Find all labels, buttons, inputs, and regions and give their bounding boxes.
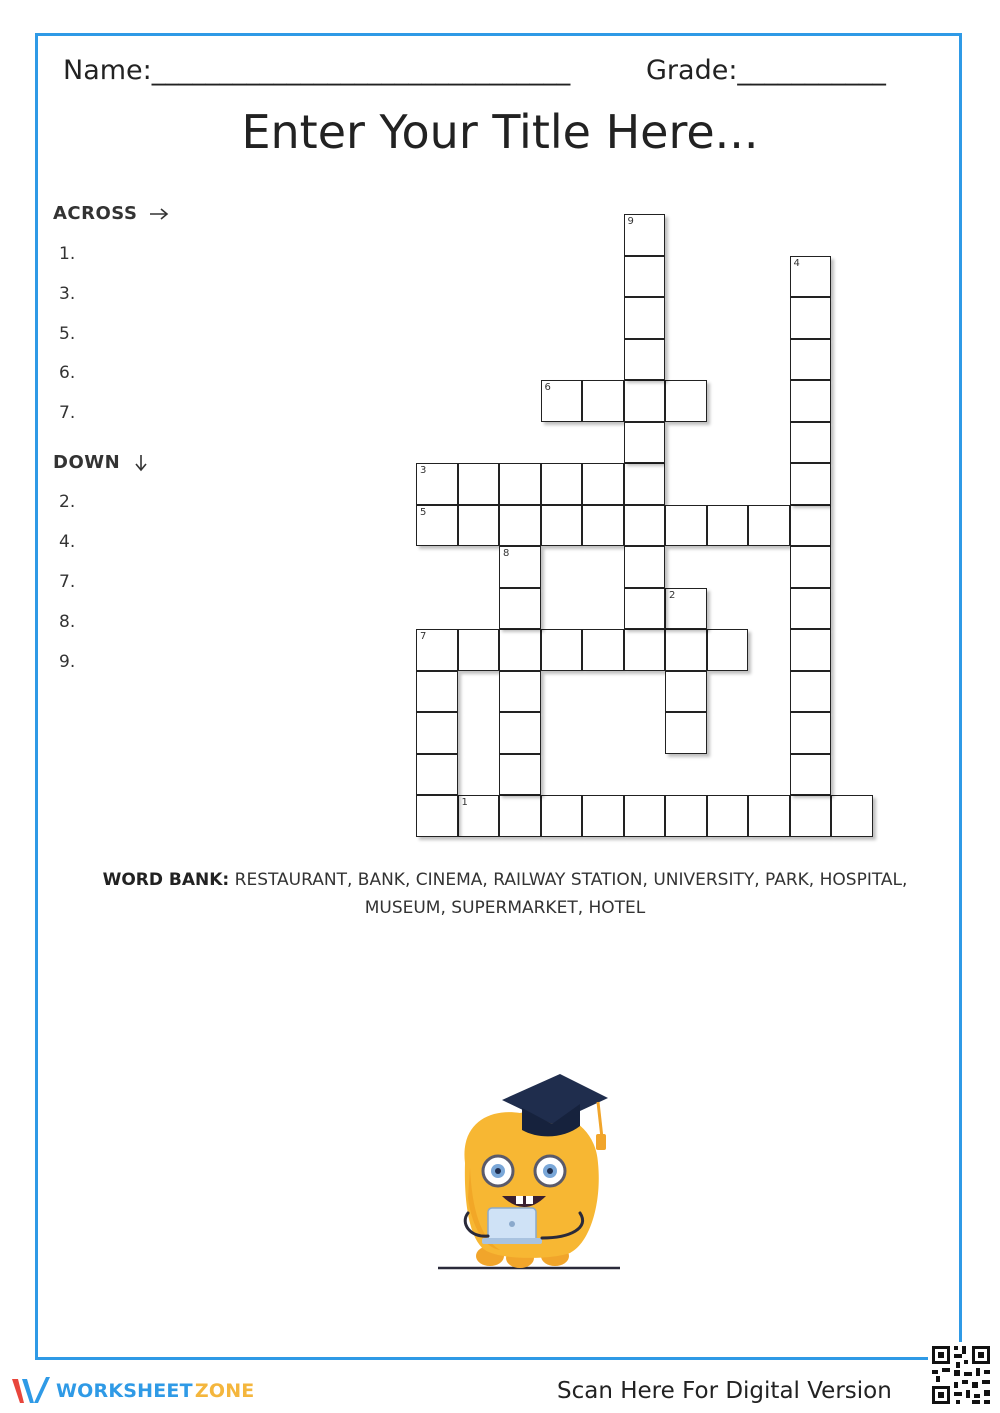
down-heading-label: DOWN — [53, 452, 121, 473]
crossword-cell[interactable] — [582, 795, 624, 837]
crossword-cell[interactable] — [458, 463, 500, 505]
word-bank — [90, 866, 920, 922]
crossword-cell[interactable] — [790, 380, 832, 422]
cell-number: 4 — [793, 257, 800, 269]
cell-number: 5 — [420, 506, 427, 518]
crossword-cell[interactable] — [541, 629, 583, 671]
crossword-cell[interactable] — [416, 463, 458, 505]
crossword-cell[interactable] — [499, 505, 541, 547]
crossword-cell[interactable] — [624, 256, 666, 298]
across-clue-3[interactable]: 3. — [59, 284, 76, 304]
crossword-cell[interactable] — [665, 712, 707, 754]
crossword-cell[interactable] — [624, 546, 666, 588]
crossword-cell[interactable] — [499, 671, 541, 713]
crossword-cell[interactable] — [416, 505, 458, 547]
crossword-cell[interactable] — [416, 712, 458, 754]
crossword-cell[interactable] — [790, 463, 832, 505]
crossword-cell[interactable] — [790, 671, 832, 713]
down-clue-7[interactable]: 7. — [59, 572, 76, 592]
down-clue-9[interactable]: 9. — [59, 652, 76, 672]
crossword-cell[interactable] — [624, 297, 666, 339]
brand-name — [56, 1380, 254, 1402]
crossword-cell[interactable] — [790, 297, 832, 339]
crossword-cell[interactable] — [748, 505, 790, 547]
crossword-cell[interactable] — [624, 588, 666, 630]
across-clue-7[interactable]: 7. — [59, 403, 76, 423]
crossword-cell[interactable] — [790, 588, 832, 630]
worksheetzone-logo[interactable] — [10, 1373, 254, 1409]
crossword-cell[interactable] — [499, 629, 541, 671]
cell-number: 1 — [461, 797, 468, 808]
down-clue-8[interactable]: 8. — [59, 612, 76, 632]
crossword-cell[interactable] — [790, 505, 832, 547]
crossword-cell[interactable] — [582, 380, 624, 422]
crossword-cell[interactable] — [665, 671, 707, 713]
crossword-cell[interactable] — [790, 339, 832, 381]
crossword-cell[interactable] — [499, 795, 541, 837]
crossword-cell[interactable] — [458, 795, 500, 837]
crossword-cell[interactable] — [665, 588, 707, 630]
brand-part-worksheet: WORKSHEET — [56, 1380, 193, 1402]
across-clue-5[interactable]: 5. — [59, 324, 76, 344]
crossword-cell[interactable] — [416, 629, 458, 671]
cell-number: 6 — [544, 382, 551, 393]
crossword-cell[interactable] — [458, 629, 500, 671]
cell-number: 9 — [627, 216, 634, 227]
crossword-cell[interactable] — [624, 339, 666, 381]
crossword-cell[interactable] — [624, 463, 666, 505]
crossword-cell[interactable] — [707, 629, 749, 671]
across-clue-1[interactable]: 1. — [59, 244, 76, 264]
crossword-cell[interactable] — [790, 629, 832, 671]
crossword-cell[interactable] — [499, 754, 541, 796]
word-bank-label: WORD BANK: — [102, 870, 230, 890]
crossword-cell[interactable] — [499, 588, 541, 630]
crossword-cell[interactable] — [499, 546, 541, 588]
crossword-cell[interactable] — [790, 795, 832, 837]
crossword-cell[interactable] — [541, 463, 583, 505]
across-heading-label: ACROSS — [53, 203, 138, 224]
word-bank-words: RESTAURANT, BANK, CINEMA, RAILWAY STATION, UNIVERSITY, PARK, HOSPITAL, MUSEUM, SUPERMARKET, HOTEL — [234, 870, 908, 918]
scan-instruction: Scan Here For Digital Version — [557, 1378, 892, 1404]
mascot-illustration — [430, 1068, 630, 1273]
qr-code-icon[interactable] — [928, 1342, 994, 1408]
cell-number: 2 — [669, 589, 676, 601]
grade-field[interactable]: Grade:___________ — [646, 55, 886, 86]
cell-number: 8 — [503, 548, 510, 559]
crossword-cell[interactable] — [665, 629, 707, 671]
crossword-cell[interactable] — [624, 795, 666, 837]
crossword-cell[interactable] — [416, 795, 458, 837]
crossword-cell[interactable] — [541, 380, 583, 422]
crossword-cell[interactable] — [624, 505, 666, 547]
crossword-cell[interactable] — [499, 463, 541, 505]
crossword-cell[interactable] — [624, 214, 666, 256]
crossword-cell[interactable] — [624, 380, 666, 422]
crossword-cell[interactable] — [416, 671, 458, 713]
crossword-cell[interactable] — [582, 505, 624, 547]
crossword-cell[interactable] — [499, 712, 541, 754]
cell-number: 3 — [420, 465, 427, 476]
across-clue-6[interactable]: 6. — [59, 363, 76, 383]
crossword-cell[interactable] — [790, 422, 832, 464]
crossword-cell[interactable] — [624, 422, 666, 464]
crossword-cell[interactable] — [790, 546, 832, 588]
crossword-cell[interactable] — [790, 754, 832, 796]
crossword-cell[interactable] — [582, 463, 624, 505]
crossword-cell[interactable] — [416, 754, 458, 796]
crossword-cell[interactable] — [665, 795, 707, 837]
crossword-cell[interactable] — [665, 505, 707, 547]
crossword-cell[interactable] — [541, 795, 583, 837]
crossword-cell[interactable] — [665, 380, 707, 422]
brand-part-zone: ZONE — [194, 1380, 255, 1402]
crossword-cell[interactable] — [748, 795, 790, 837]
crossword-cell[interactable] — [624, 629, 666, 671]
down-clue-2[interactable]: 2. — [59, 492, 76, 512]
crossword-cell[interactable] — [707, 505, 749, 547]
crossword-cell[interactable] — [831, 795, 873, 837]
crossword-cell[interactable] — [790, 712, 832, 754]
worksheet-title[interactable]: Enter Your Title Here... — [241, 105, 759, 159]
crossword-cell[interactable] — [582, 629, 624, 671]
name-field[interactable]: Name:_______________________________ — [63, 55, 571, 86]
logo-icon — [10, 1375, 50, 1407]
crossword-cell[interactable] — [541, 505, 583, 547]
down-clue-4[interactable]: 4. — [59, 532, 76, 552]
crossword-cell[interactable] — [707, 795, 749, 837]
cell-number: 7 — [420, 631, 427, 642]
crossword-cell[interactable] — [458, 505, 500, 547]
crossword-cell[interactable] — [790, 256, 832, 298]
